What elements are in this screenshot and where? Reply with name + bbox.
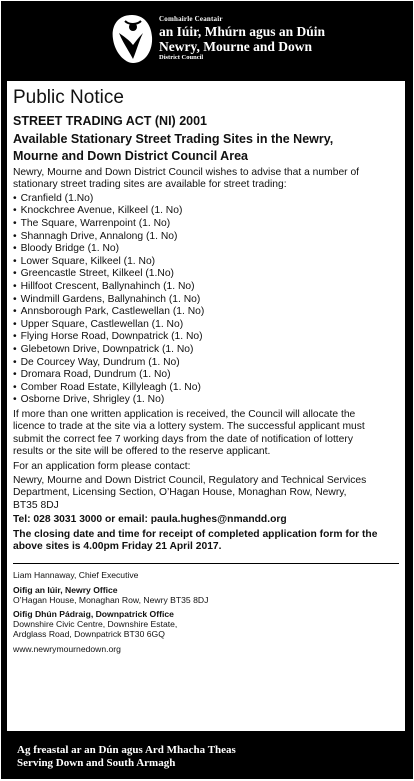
department-line: Department, Licensing Section, O’Hagan House, Monaghan Row, Newry, (13, 487, 347, 499)
council-irish-small: Comhairle Ceantair (159, 15, 223, 23)
closing-line: The closing date and time for receipt of completed application form for the (13, 528, 378, 540)
site-item: • Hillfoot Crescent, Ballynahinch (1. No) (13, 281, 399, 294)
department-line: Newry, Mourne and Down District Council, Regulatory and Technical Services (13, 474, 367, 486)
chief-executive: Liam Hannaway, Chief Executive (13, 570, 139, 581)
site-item: • Osborne Drive, Shrigley (1. No) (13, 394, 399, 407)
intro-paragraph (13, 167, 399, 192)
site-item: • Comber Road Estate, Killyleagh (1. No) (13, 382, 399, 395)
closing-line: above sites is 4.00pm Friday 21 April 2017. (13, 540, 222, 552)
site-item: • Windmill Gardens, Ballynahinch (1. No) (13, 294, 399, 307)
lottery-line: If more than one written application is received, the Council will allocate the (13, 408, 356, 420)
lottery-line: submit the correct fee 7 working days from the date of notification of lottery (13, 433, 353, 445)
site-item: • Knockchree Avenue, Kilkeel (1. No) (13, 205, 399, 218)
department-line: BT35 8DJ (13, 499, 59, 511)
lottery-line: licence to trade at the site via a lottery system. The successful applicant must (13, 421, 365, 433)
closing-date-notice (13, 529, 399, 554)
newry-office-address: O’Hagan House, Monaghan Row, Newry BT35 8DJ (13, 594, 209, 605)
council-english-name: Newry, Mourne and Down (159, 39, 313, 54)
contact-intro: For an application form please contact: (13, 460, 191, 472)
lottery-paragraph (13, 409, 399, 459)
bottom-irish-line: Ag freastal ar an Dún agus Ard Mhacha Theas (17, 744, 236, 756)
department-address (13, 475, 399, 512)
site-item: • Dromara Road, Dundrum (1. No) (13, 369, 399, 382)
site-item: • Cranfield (1.No) (13, 193, 399, 206)
notice-body (7, 81, 405, 731)
council-header (1, 1, 413, 79)
site-item: • Lower Square, Kilkeel (1. No) (13, 256, 399, 269)
downpatrick-address-line: Ardglass Road, Downpatrick BT30 6GQ (13, 629, 165, 640)
downpatrick-address-line: Downshire Civic Centre, Downshire Estate, (13, 619, 178, 630)
footer-block (13, 570, 399, 653)
act-heading: STREET TRADING ACT (NI) 2001 (13, 114, 208, 128)
subtitle-line: Mourne and Down District Council Area (13, 149, 248, 163)
site-item: • Annsborough Park, Castlewellan (1. No) (13, 306, 399, 319)
website-link[interactable]: www.newrymournedown.org (13, 643, 121, 654)
subtitle-line: Available Stationary Street Trading Sites in the Newry, (13, 132, 334, 146)
tel-email-line: Tel: 028 3031 3000 or email: paula.hughes@nmandd.org (13, 514, 287, 526)
council-district-label: District Council (159, 54, 204, 61)
newry-office-title: Oifig an Iúir, Newry Office (13, 584, 118, 595)
lottery-line: results or the site will be offered to the reserve applicant. (13, 446, 271, 458)
bottom-english-line: Serving Down and South Armagh (17, 757, 176, 769)
site-item: • Upper Square, Castlewellan (1. No) (13, 319, 399, 332)
public-notice-page (1, 1, 413, 779)
site-item: • The Square, Warrenpoint (1. No) (13, 218, 399, 231)
site-item: • Greencastle Street, Kilkeel (1.No) (13, 268, 399, 281)
site-item: • Glebetown Drive, Downpatrick (1. No) (13, 344, 399, 357)
intro-line: stationary street trading sites are available for street trading: (13, 179, 287, 191)
site-item: • De Courcey Way, Dundrum (1. No) (13, 357, 399, 370)
council-logo-icon (109, 13, 155, 65)
council-irish-name: an Iúir, Mhúrn agus an Dúin (159, 24, 326, 39)
intro-line: Newry, Mourne and Down District Council wishes to advise that a number of (13, 167, 360, 178)
council-name-block (159, 15, 325, 62)
site-list (13, 193, 399, 407)
site-item: • Bloody Bridge (1. No) (13, 243, 399, 256)
notice-subtitle (13, 131, 399, 165)
downpatrick-office-title: Oifig Dhún Pádraig, Downpatrick Office (13, 608, 174, 619)
bottom-banner (1, 735, 413, 779)
footer-divider (13, 563, 399, 564)
notice-title: Public Notice (13, 87, 124, 108)
site-item: • Shannagh Drive, Annalong (1. No) (13, 231, 399, 244)
site-item: • Flying Horse Road, Downpatrick (1. No) (13, 331, 399, 344)
